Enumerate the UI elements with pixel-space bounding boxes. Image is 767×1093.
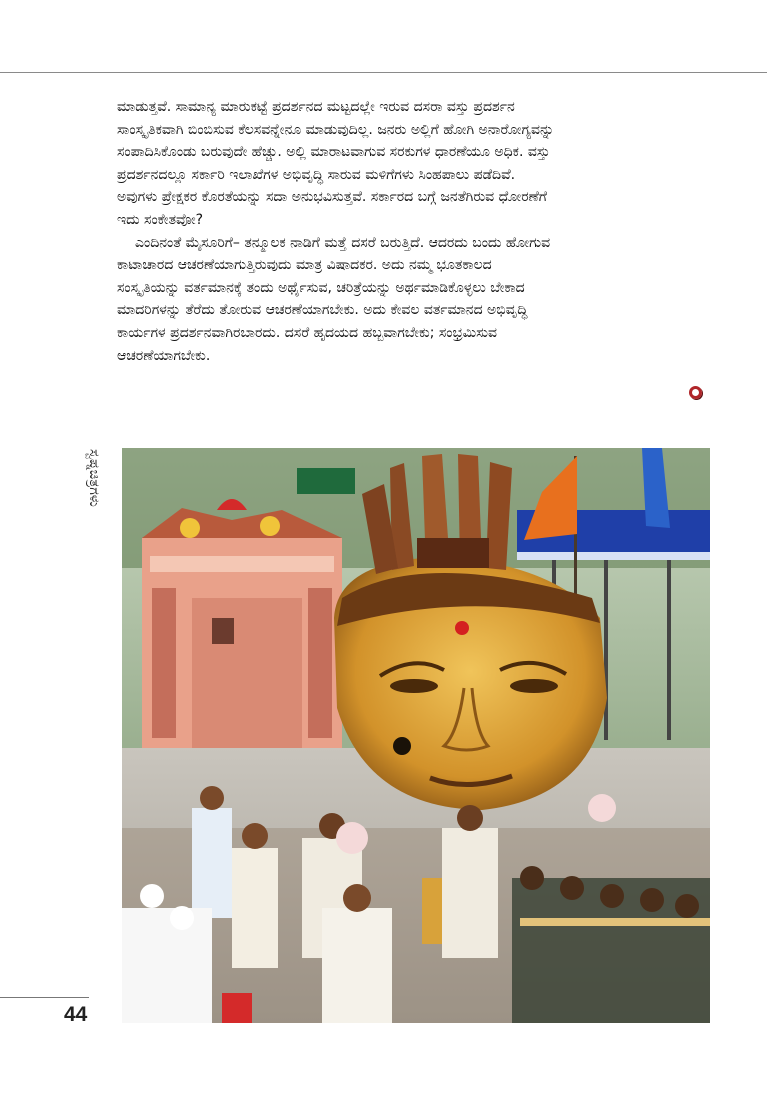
text-line: ಪ್ರದರ್ಶನದಲ್ಲೂ ಸರ್ಕಾರಿ ಇಲಾಖೆಗಳ ಅಭಿವೃದ್ಧಿ ಸಾರುವ ಮಳಿಗೆಗಳು ಸಿಂಹಪಾಲು ಪಡೆದಿವೆ. <box>117 166 516 183</box>
drummer-head <box>457 805 483 831</box>
text-line: ಕಾಟಾಚಾರದ ಆಚರಣೆಯಾಗುತ್ತಿರುವುದು ಮಾತ್ರ ವಿಷಾದಕರ. ಅದು ನಮ್ಮ ಭೂತಕಾಲದ <box>117 257 492 274</box>
page-number: 44 <box>64 1003 88 1026</box>
white-cap-marchers <box>122 908 212 1023</box>
text-line: ಸಾಂಸ್ಕೃತಿಕವಾಗಿ ಬಿಂಬಿಸುವ ಕೆಲಸವನ್ನೇನೂ ಮಾಡುವುದಿಲ್ಲ. ಜನರು ಅಲ್ಲಿಗೆ ಹೋಗಿ ಅನಾರೋಗ್ಯವನ್ನು <box>117 121 555 138</box>
end-of-article-circle-icon <box>689 386 702 399</box>
text-line: ಸಂಸ್ಕೃತಿಯನ್ನು ವರ್ತಮಾನಕ್ಕೆ ತಂದು ಅರ್ಥೈಸುವ, ಚರಿತ್ರೆಯನ್ನು ಅರ್ಥಮಾಡಿಕೊಳ್ಳಲು ಬೇಕಾದ <box>117 279 525 296</box>
text-line: ಎಂದಿನಂತೆ ಮೈಸೂರಿಗೆ– ತನ್ಮೂಲಕ ನಾಡಿಗೆ ಮತ್ತೆ ದಸರೆ ಬರುತ್ತಿದೆ. ಆದರದು ಬಂದು ಹೋಗುವ <box>135 234 551 251</box>
canopy-pole <box>604 560 608 740</box>
white-cap <box>140 884 164 908</box>
portrait-placard <box>336 822 368 854</box>
left-eye <box>390 679 438 693</box>
text-line: ಅವುಗಳು ಪ್ರೇಕ್ಷಕರ ಕೊರತೆಯನ್ನು ಸದಾ ಅನುಭವಿಸುತ್ತವೆ. ಸರ್ಕಾರದ ಬಗ್ಗೆ ಜನತೆಗಿರುವ ಧೋರಣೆಗೆ <box>117 189 547 206</box>
flute-player-head <box>600 884 624 908</box>
paragraph-2 <box>117 232 713 368</box>
flute-player-head <box>675 894 699 918</box>
dasara-procession-photo <box>122 448 710 1023</box>
photo-illustration <box>122 448 710 1023</box>
drummer <box>442 828 498 958</box>
float-window <box>212 618 234 644</box>
marcher-head <box>200 786 224 810</box>
float-pillar <box>152 588 176 738</box>
paragraph-1 <box>117 96 713 232</box>
roof-ornament <box>260 516 280 536</box>
flute-player-head <box>520 866 544 890</box>
marcher-head <box>343 884 371 912</box>
top-rule <box>0 72 767 73</box>
float-doorway <box>192 598 302 748</box>
text-line: ಇದು ಸಂಕೇತವೋ? <box>117 211 204 228</box>
white-cap <box>170 906 194 930</box>
flutes <box>520 918 710 926</box>
text-line: ಕಾರ್ಯಗಳ ಪ್ರದರ್ಶನವಾಗಿರಬಾರದು. ದಸರೆ ಹೃದಯದ ಹಬ್ಬವಾಗಬೇಕು; ಸಂಭ್ರಮಿಸುವ <box>117 324 497 341</box>
text-line: ಮಾದರಿಗಳನ್ನು ತೆರೆದು ತೋರುವ ಆಚರಣೆಯಾಗಬೇಕು. ಅದು ಕೇವಲ ವರ್ತಮಾನದ ಅಭಿವೃದ್ಧಿ <box>117 302 528 319</box>
text-line: ಆಚರಣೆಯಾಗಬೇಕು. <box>117 347 211 364</box>
face-hole <box>393 737 411 755</box>
portrait-placard <box>588 794 616 822</box>
marcher-dhoti <box>232 848 278 968</box>
marcher-white-shirt <box>192 808 232 918</box>
canopy-fringe <box>517 552 710 560</box>
bindi <box>455 621 469 635</box>
float-cornice <box>150 556 334 572</box>
article-body <box>117 96 713 367</box>
flute-player-head <box>640 888 664 912</box>
text-line: ಮಾಡುತ್ತವೆ. ಸಾಮಾನ್ಯ ಮಾರುಕಟ್ಟೆ ಪ್ರದರ್ಶನದ ಮಟ್ಟದಲ್ಲೇ ಇರುವ ದಸರಾ ವಸ್ತು ಪ್ರದರ್ಶನ <box>117 99 515 115</box>
roof-ornament <box>180 518 200 538</box>
text-line: ಸಂಪಾದಿಸಿಕೊಂಡು ಬರುವುದೇ ಹೆಚ್ಚು. ಅಲ್ಲಿ ಮಾರಾಟವಾಗುವ ಸರಕುಗಳ ಧಾರಣೆಯೂ ಅಧಿಕ. ವಸ್ತು <box>117 144 550 161</box>
side-section-label: ಸ್ವಪ್ನಚಿತ್ರಗಳು <box>86 449 102 507</box>
white-shirt-marcher <box>322 908 392 1023</box>
right-eye <box>510 679 558 693</box>
red-cap <box>222 993 252 1023</box>
float-nameplate <box>417 538 489 568</box>
green-signboard <box>297 468 355 494</box>
canopy-pole <box>667 560 671 740</box>
float-pillar <box>308 588 332 738</box>
marcher-head <box>242 823 268 849</box>
flute-player-head <box>560 876 584 900</box>
bottom-rule <box>0 997 89 998</box>
